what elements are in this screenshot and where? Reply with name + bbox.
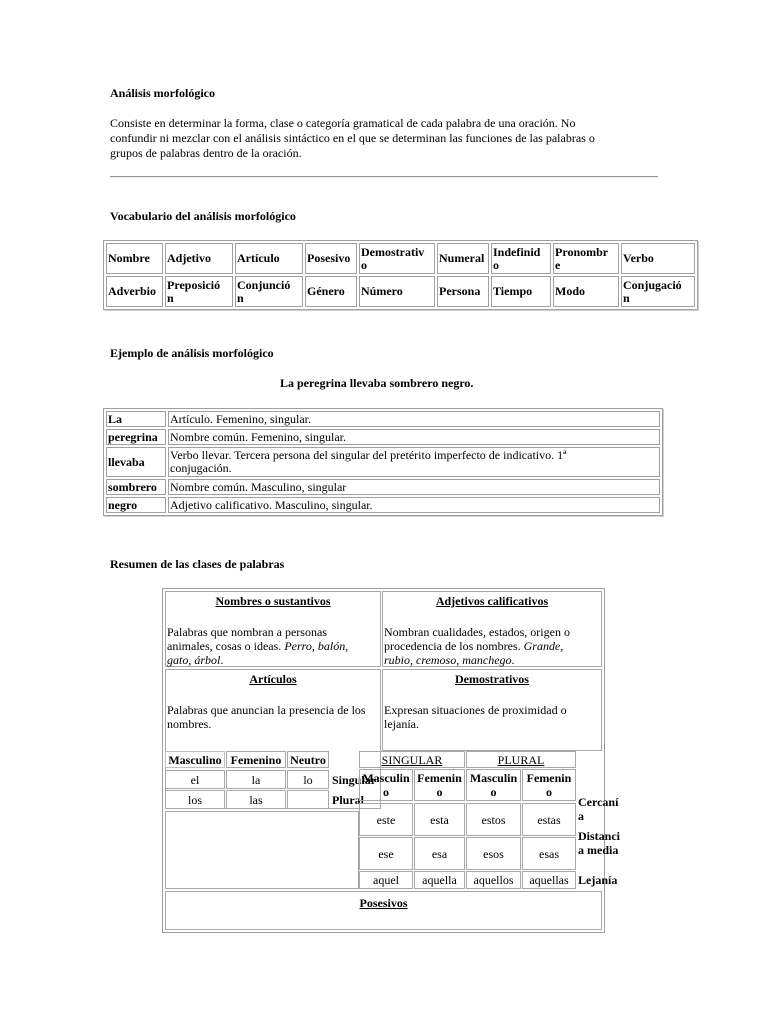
vocab-row1-cell [553, 243, 619, 274]
demostrativos-subheader-line: Femenin [417, 771, 462, 785]
demostrativos-distance-label [578, 829, 626, 857]
adjetivos-line [384, 639, 602, 653]
demostrativos-value: aquellos [473, 873, 514, 887]
example-word: peregrina [106, 429, 166, 445]
vocab-row2-cell [621, 276, 695, 307]
vocab-term: Verbo [623, 251, 654, 265]
demostrativos-distance-label [578, 795, 626, 823]
articulos-value: el [190, 773, 200, 787]
articulos-text [167, 703, 383, 731]
section-title-vocabulario: Vocabulario del análisis morfológico [110, 209, 296, 223]
adjetivos-tail: . [511, 653, 515, 667]
example-word: negro [106, 497, 166, 513]
example-analysis [168, 479, 660, 495]
vocab-row2-cell [553, 276, 619, 307]
vocab-term: Tiempo [493, 284, 533, 298]
demostrativos-line: lejanía. [384, 717, 419, 731]
vocab-row1-cell [305, 243, 357, 274]
demostrativos-value: estas [537, 813, 561, 827]
demostrativos-value: esa [431, 847, 448, 861]
example-table [103, 408, 663, 516]
demostrativos-heading: Demostrativos [455, 672, 529, 686]
vocab-row1-cell [359, 243, 435, 274]
demostrativos-value: estos [481, 813, 506, 827]
demostrativos-subheader-line: Femenin [526, 771, 572, 785]
vocab-term: n [237, 290, 244, 305]
articulos-line: nombres. [167, 717, 212, 731]
nombres-line-text: animales, cosas o ideas. [167, 639, 285, 653]
articulos-header-label: Masculino [168, 753, 222, 767]
intro-line: Consiste en determinar la forma, clase o categoría gramatical de cada palabra de una oración. No [110, 116, 576, 130]
vocab-term: Pronombr [555, 244, 609, 259]
example-word: sombrero [106, 479, 166, 495]
vocab-term: Artículo [237, 251, 280, 265]
example-analysis-line: Adjetivo calificativo. Masculino, singular. [170, 497, 373, 512]
vocab-row1-cell [165, 243, 233, 274]
articulos-value: los [187, 793, 202, 807]
vocab-term: e [555, 257, 561, 272]
vocab-row1-cell [621, 243, 695, 274]
example-row [106, 497, 660, 513]
section-title-resumen: Resumen de las clases de palabras [110, 557, 285, 571]
demostrativos-subheader-line: o [383, 785, 389, 799]
example-analysis-line: Artículo. Femenino, singular. [170, 411, 311, 426]
example-row [106, 479, 660, 495]
vocab-term: Preposició [167, 277, 221, 292]
intro-line: grupos de palabras dentro de la oración. [110, 146, 302, 160]
demostrativos-value: esos [483, 847, 504, 861]
vocab-term: Indefinid [493, 244, 541, 259]
nombres-line: Palabras que nombran a personas [167, 625, 327, 639]
vocab-term: Numeral [439, 251, 485, 265]
example-sentence: La peregrina llevaba sombrero negro. [280, 376, 474, 390]
demostrativos-subheader-line: o [436, 785, 443, 799]
demostrativos-value: esas [539, 847, 559, 861]
articulos-header-label: Neutro [290, 753, 326, 767]
section-title-analisis: Análisis morfológico [110, 86, 215, 100]
vocab-term: o [361, 257, 367, 272]
vocab-term: Conjugació [623, 277, 682, 292]
nombres-examples: gato, árbol [167, 653, 221, 667]
vocab-term: Adjetivo [167, 251, 211, 265]
articulos-row-label-plural: Plural [332, 793, 364, 807]
vocab-row2-cell [491, 276, 551, 307]
vocab-term: Persona [439, 284, 481, 298]
nombres-tail: . [220, 653, 224, 667]
vocab-term: Número [361, 284, 403, 298]
vocab-term: Modo [555, 284, 585, 298]
vocab-term: n [623, 290, 630, 305]
demostrativos-distance-line: Distanci [578, 829, 620, 843]
demostrativos-line: Expresan situaciones de proximidad o [384, 703, 567, 717]
demostrativos-plural: PLURAL [497, 753, 545, 767]
example-analysis [168, 429, 660, 445]
demostrativos-subheader-line: Masculin [362, 771, 410, 785]
demostrativos-distance-line: Lejanía [578, 873, 618, 887]
example-analysis [168, 411, 660, 427]
adjetivos-line [384, 653, 602, 667]
example-word: llevaba [106, 447, 166, 477]
example-row [106, 411, 660, 427]
adjetivos-line: Nombran cualidades, estados, origen o [384, 625, 570, 639]
vocab-row2-cell [437, 276, 489, 307]
nombres-text [167, 625, 382, 667]
example-analysis-line: conjugación. [170, 461, 232, 475]
vocab-row1-cell [437, 243, 489, 274]
demostrativos-value: aquel [373, 873, 399, 887]
example-row [106, 447, 660, 477]
vocab-row2-cell [359, 276, 435, 307]
demostrativos-subheader-line: o [546, 785, 552, 799]
vocab-row2-cell [235, 276, 303, 307]
demostrativos-subheader [466, 771, 521, 799]
divider [110, 176, 658, 178]
demostrativos-subheader [414, 771, 465, 799]
intro-line: confundir ni mezclar con el análisis sintáctico en el que se determinan las funciones de las palabras o [110, 131, 595, 145]
demostrativos-subheader [359, 771, 413, 799]
demostrativos-subheader [522, 771, 576, 799]
nombres-heading: Nombres o sustantivos [215, 594, 331, 608]
example-analysis [168, 497, 660, 513]
adjetivos-text [384, 625, 602, 667]
demostrativos-distance-line: a media [578, 843, 619, 857]
vocab-term: Conjunció [237, 277, 291, 292]
vocab-term: Adverbio [108, 284, 156, 298]
demostrativos-value: aquella [422, 873, 457, 887]
demostrativos-distance-line: Cercaní [578, 795, 619, 809]
demostrativos-subheader-line: Masculin [469, 771, 518, 785]
articulos-value: lo [303, 773, 313, 787]
summary-empty-area [165, 811, 359, 889]
vocab-row2-cell [106, 276, 163, 307]
vocab-row2-cell [165, 276, 233, 307]
example-word: La [106, 411, 166, 427]
articulos-row-label-singular: Singular [332, 773, 377, 787]
vocab-term: Nombre [108, 251, 150, 265]
demostrativos-singular: SINGULAR [381, 753, 443, 767]
articulos-value: las [249, 793, 263, 807]
adjetivos-heading: Adjetivos calificativos [435, 594, 549, 608]
demostrativos-value: este [376, 813, 396, 827]
articulos-header-label: Femenino [230, 753, 282, 767]
vocab-row1-cell [235, 243, 303, 274]
adjetivos-examples: Grande, [523, 639, 564, 653]
demostrativos-text [384, 703, 602, 731]
demostrativos-value: ese [378, 847, 394, 861]
articulos-cell-empty [287, 790, 329, 809]
articulos-heading: Artículos [249, 672, 297, 686]
vocab-term: Género [307, 284, 345, 298]
vocab-row1-cell [491, 243, 551, 274]
nombres-line [167, 639, 382, 653]
articulos-line: Palabras que anuncian la presencia de los [167, 703, 366, 717]
vocab-term: o [493, 257, 499, 272]
vocab-term: Demostrativ [361, 244, 425, 259]
demostrativos-distance-label [578, 873, 626, 887]
demostrativos-value: esta [430, 813, 449, 827]
example-analysis-line: Nombre común. Masculino, singular [170, 479, 347, 494]
example-row [106, 429, 660, 445]
section-title-ejemplo: Ejemplo de análisis morfológico [110, 346, 274, 360]
demostrativos-subheader-line: o [490, 785, 497, 799]
adjetivos-line-text: procedencia de los nombres. [384, 639, 524, 653]
vocab-term: n [167, 290, 174, 305]
example-analysis [168, 447, 660, 477]
demostrativos-value: aquellas [529, 873, 569, 887]
nombres-line [167, 653, 382, 667]
posesivos-heading: Posesivos [359, 896, 408, 910]
adjetivos-examples: rubio, cremoso, manchego [384, 653, 512, 667]
nombres-examples: Perro, balón, [284, 639, 349, 653]
vocabulary-table [103, 240, 698, 310]
vocab-row1-cell [106, 243, 163, 274]
vocab-row2-cell [305, 276, 357, 307]
vocab-term: Posesivo [307, 251, 351, 265]
intro-paragraph [110, 116, 670, 161]
example-analysis-line: Verbo llevar. Tercera persona del singular del pretérito imperfecto de indicativo. 1ª [170, 448, 567, 462]
articulos-value: la [251, 773, 261, 787]
summary-table [162, 588, 620, 933]
demostrativos-distance-line: a [578, 809, 584, 823]
example-analysis-line: Nombre común. Femenino, singular. [170, 429, 346, 444]
